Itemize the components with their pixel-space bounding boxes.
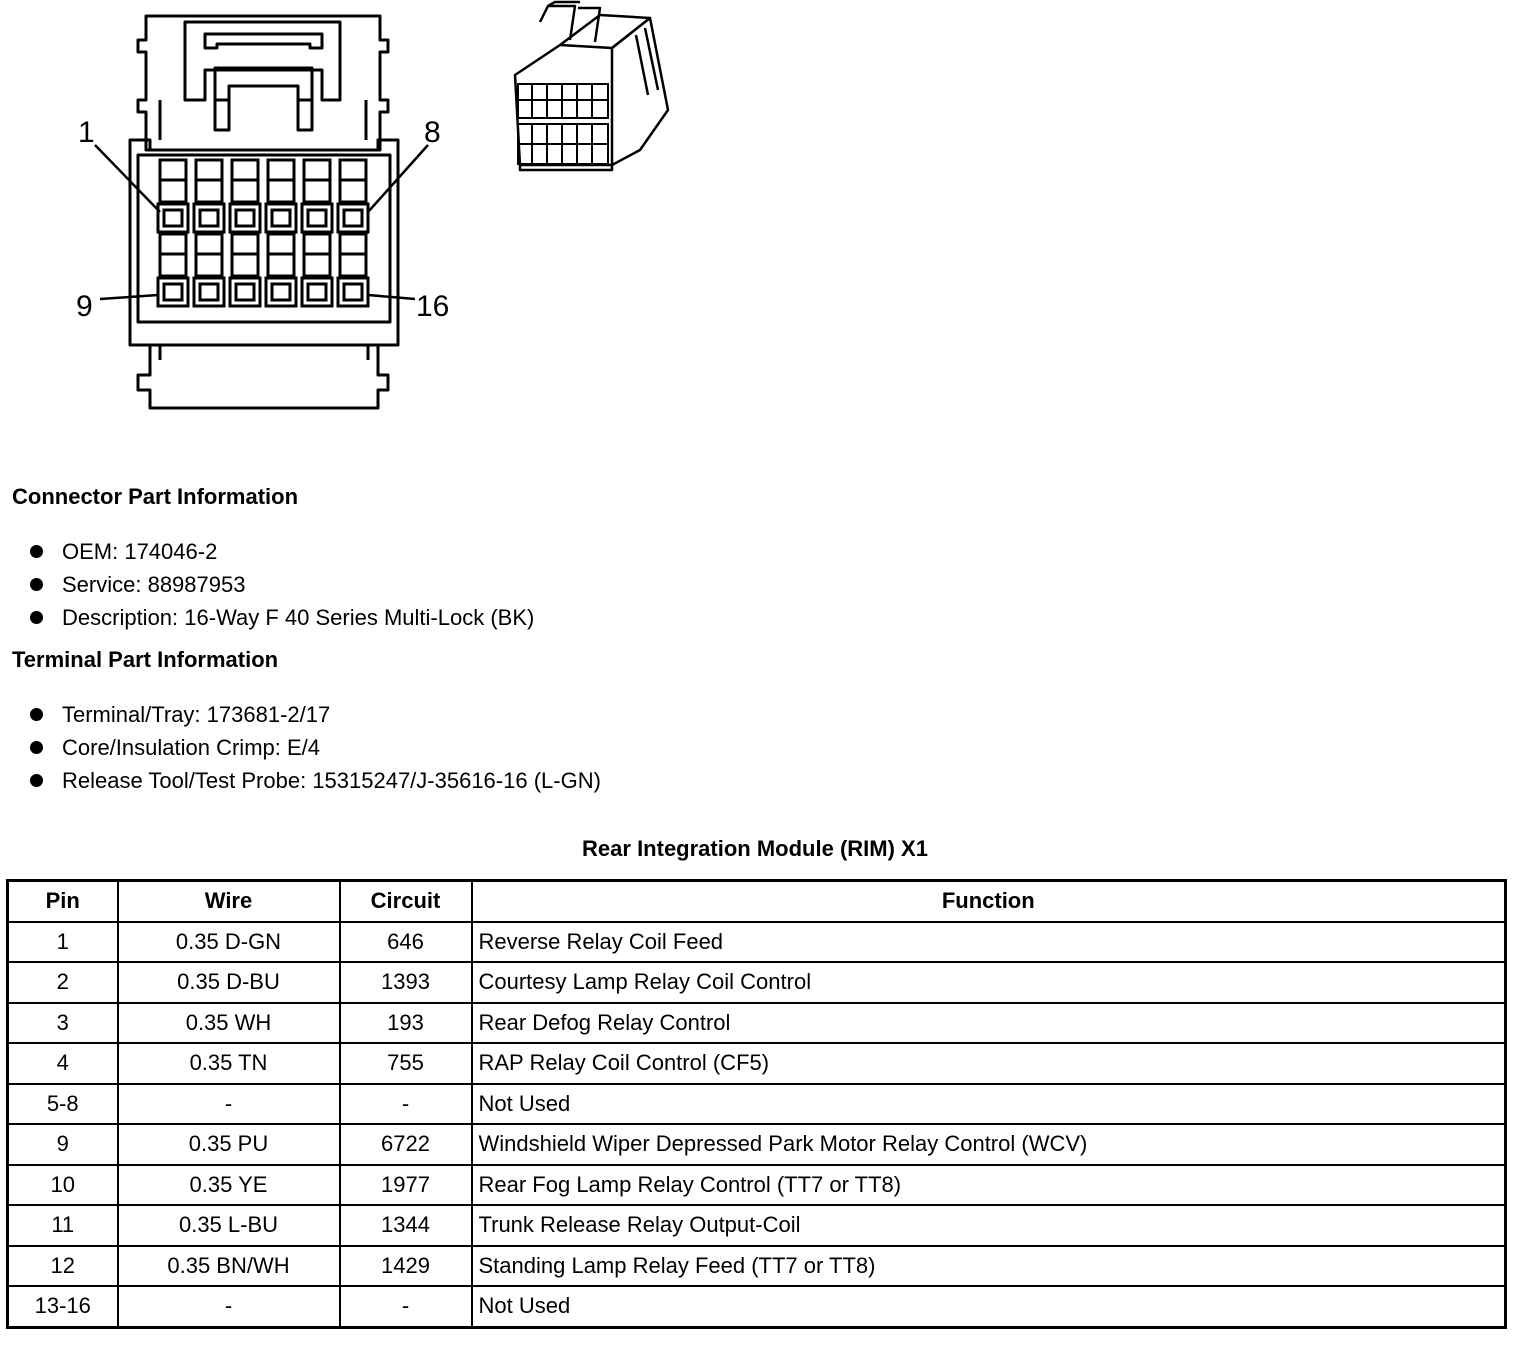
cell-wire: 0.35 BN/WH: [118, 1246, 340, 1287]
cell-wire: -: [118, 1084, 340, 1125]
cell-wire: 0.35 D-BU: [118, 962, 340, 1003]
table-row: [8, 1286, 1506, 1327]
pin-callout-1: 1: [78, 116, 95, 149]
list-item: Terminal/Tray: 173681-2/17: [0, 698, 601, 731]
list-item: Service: 88987953: [0, 568, 534, 601]
cell-circuit: -: [340, 1286, 472, 1327]
table-row: [8, 1165, 1506, 1206]
cell-circuit: -: [340, 1084, 472, 1125]
table-row: [8, 1043, 1506, 1084]
cell-function: Reverse Relay Coil Feed: [472, 922, 1506, 963]
table-title: Rear Integration Module (RIM) X1: [582, 836, 928, 861]
connector-face-diagram: [60, 8, 480, 418]
connector-info-heading: Connector Part Information: [12, 484, 299, 509]
cell-wire: 0.35 L-BU: [118, 1205, 340, 1246]
cell-pin: 4: [8, 1043, 118, 1084]
cell-circuit: 1429: [340, 1246, 472, 1287]
cell-function: Standing Lamp Relay Feed (TT7 or TT8): [472, 1246, 1506, 1287]
cell-function: Courtesy Lamp Relay Coil Control: [472, 962, 1506, 1003]
cell-wire: 0.35 WH: [118, 1003, 340, 1044]
cell-pin: 12: [8, 1246, 118, 1287]
cell-circuit: 6722: [340, 1124, 472, 1165]
table-row: [8, 922, 1506, 963]
table-row: [8, 1084, 1506, 1125]
list-item: Description: 16-Way F 40 Series Multi-Lock (BK): [0, 601, 534, 634]
pinout-table: [6, 879, 1507, 1329]
cell-circuit: 1344: [340, 1205, 472, 1246]
cell-wire: 0.35 PU: [118, 1124, 340, 1165]
cell-function: Not Used: [472, 1084, 1506, 1125]
terminal-info-heading: Terminal Part Information: [12, 647, 279, 672]
header-wire: Wire: [118, 881, 340, 922]
cell-function: Trunk Release Relay Output-Coil: [472, 1205, 1506, 1246]
cell-wire: 0.35 YE: [118, 1165, 340, 1206]
cell-pin: 10: [8, 1165, 118, 1206]
cell-circuit: 1977: [340, 1165, 472, 1206]
cell-pin: 1: [8, 922, 118, 963]
list-item: Release Tool/Test Probe: 15315247/J-35616-16 (L-GN): [0, 764, 601, 797]
table-row: [8, 1246, 1506, 1287]
pin-callout-9: 9: [76, 290, 93, 323]
header-function: Function: [472, 881, 1506, 922]
header-pin: Pin: [8, 881, 118, 922]
table-header-row: [8, 881, 1506, 922]
table-row: [8, 962, 1506, 1003]
table-row: [8, 1003, 1506, 1044]
cell-pin: 2: [8, 962, 118, 1003]
cell-pin: 11: [8, 1205, 118, 1246]
table-row: [8, 1124, 1506, 1165]
cell-function: Windshield Wiper Depressed Park Motor Relay Control (WCV): [472, 1124, 1506, 1165]
list-item: OEM: 174046-2: [0, 535, 534, 568]
cell-circuit: 646: [340, 922, 472, 963]
cell-wire: -: [118, 1286, 340, 1327]
cell-wire: 0.35 TN: [118, 1043, 340, 1084]
connector-isometric-diagram: [505, 0, 680, 175]
pin-callout-16: 16: [416, 290, 450, 323]
cell-circuit: 1393: [340, 962, 472, 1003]
cell-pin: 13-16: [8, 1286, 118, 1327]
cell-function: Not Used: [472, 1286, 1506, 1327]
connector-info-list: [0, 535, 534, 634]
cell-circuit: 755: [340, 1043, 472, 1084]
header-circuit: Circuit: [340, 881, 472, 922]
cell-wire: 0.35 D-GN: [118, 922, 340, 963]
list-item: Core/Insulation Crimp: E/4: [0, 731, 601, 764]
cell-function: RAP Relay Coil Control (CF5): [472, 1043, 1506, 1084]
cell-pin: 5-8: [8, 1084, 118, 1125]
cell-pin: 3: [8, 1003, 118, 1044]
terminal-info-list: [0, 698, 601, 797]
cell-pin: 9: [8, 1124, 118, 1165]
pin-callout-8: 8: [424, 116, 441, 149]
cell-function: Rear Defog Relay Control: [472, 1003, 1506, 1044]
cell-function: Rear Fog Lamp Relay Control (TT7 or TT8): [472, 1165, 1506, 1206]
table-row: [8, 1205, 1506, 1246]
cell-circuit: 193: [340, 1003, 472, 1044]
